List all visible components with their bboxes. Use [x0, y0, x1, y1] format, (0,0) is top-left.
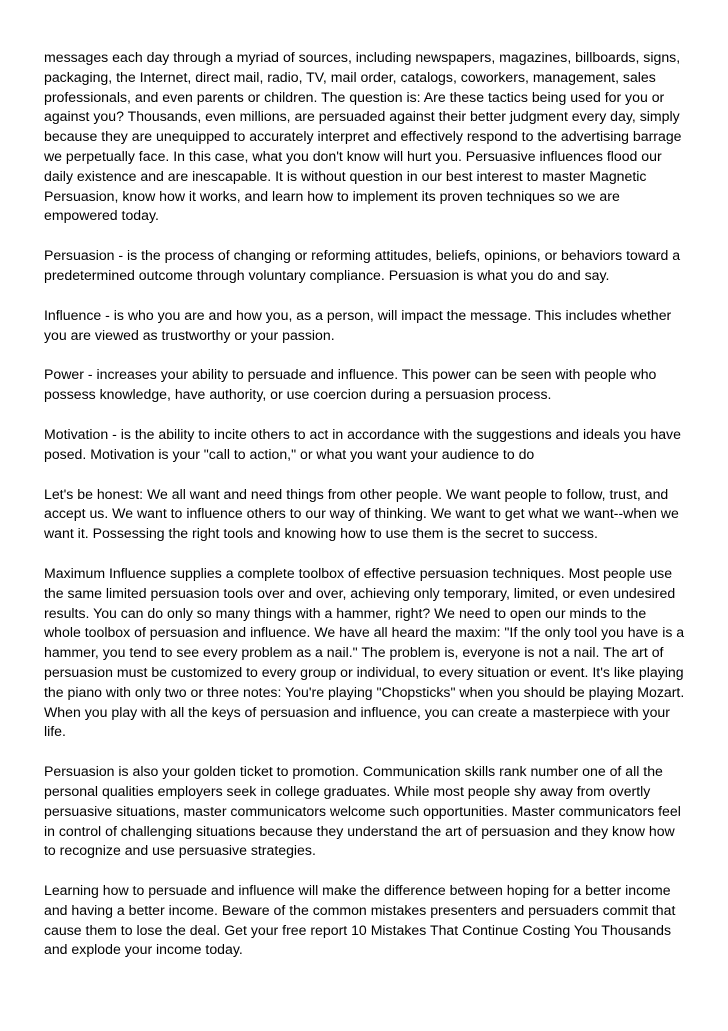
paragraph-persuasion-definition: Persuasion - is the process of changing or reforming attitudes, beliefs, opinions, or behaviors toward a predetermined outcome through voluntary compliance. Persuasion is what you do and say. — [44, 247, 681, 283]
paragraph-maximum-influence: Maximum Influence supplies a complete toolbox of effective persuasion techniques. Most people use the same limited persuasion tools over and over, achieving only temporary, limited, or even undesired results. You can do only so many things with a hammer, right? We need to open our minds to the whole toolbox of persuasion and influence. We have all heard the maxim: "If the only tool you have is a hammer, you tend to see every problem as a nail." The problem is, everyone is not a nail. The art of persuasion must be customized to every group or individual, to every situation or event. It's like playing the piano with only two or three notes: You're playing "Chopsticks" when you should be playing Mozart. When you play with all the keys of persuasion and influence, you can create a masterpiece with your life. — [44, 564, 685, 740]
paragraph-learning-to-persuade: Learning how to persuade and influence will make the difference between hoping for a better income and having a better income. Beware of the common mistakes presenters and persuaders commit that cause them to lose the deal. Get your free report 10 Mistakes That Continue Costing You Thousands and explode your income today. — [44, 882, 676, 958]
document-page — [44, 48, 686, 980]
paragraph-power-definition: Power - increases your ability to persuade and influence. This power can be seen with people who possess knowledge, have authority, or use coercion during a persuasion process. — [44, 366, 657, 403]
paragraph-lets-be-honest: Let's be honest: We all want and need things from other people. We want people to follow, trust, and accept us. We want to influence others to our way of thinking. We want to get what we want--when we want it. Possessing the right tools and knowing how to use them is the secret to success. — [44, 485, 679, 542]
paragraph-sources: messages each day through a myriad of sources, including newspapers, magazines, billboards, signs, packaging, the Internet, direct mail, radio, TV, mail order, catalogs, coworkers, management, sales professionals, and even parents or children. The question is: Are these tactics being used for you or against you? Thousands, even millions, are persuaded against their better judgment every day, simply because they are unequipped to accurately interpret and effectively respond to the advertising barrage we perpetually face. In this case, what you don't know will hurt you. Persuasive influences flood our daily existence and are inescapable. It is without question in our best interest to master Magnetic Persuasion, know how it works, and learn how to implement its proven techniques so we are empowered today. — [44, 49, 682, 224]
paragraph-golden-ticket: Persuasion is also your golden ticket to promotion. Communication skills rank number one of all the personal qualities employers seek in college graduates. While most people shy away from overtly persuasive situations, master communicators welcome such opportunities. Master communicators feel in control of challenging situations because they understand the art of persuasion and they know how to recognize and use persuasive strategies. — [44, 763, 681, 859]
paragraph-motivation-definition: Motivation - is the ability to incite others to act in accordance with the suggestions and ideals you have posed. Motivation is your "call to action," or what you want your audience to do — [44, 425, 681, 462]
paragraph-influence-definition: Influence - is who you are and how you, as a person, will impact the message. This includes whether you are viewed as trustworthy or your passion. — [44, 306, 672, 343]
